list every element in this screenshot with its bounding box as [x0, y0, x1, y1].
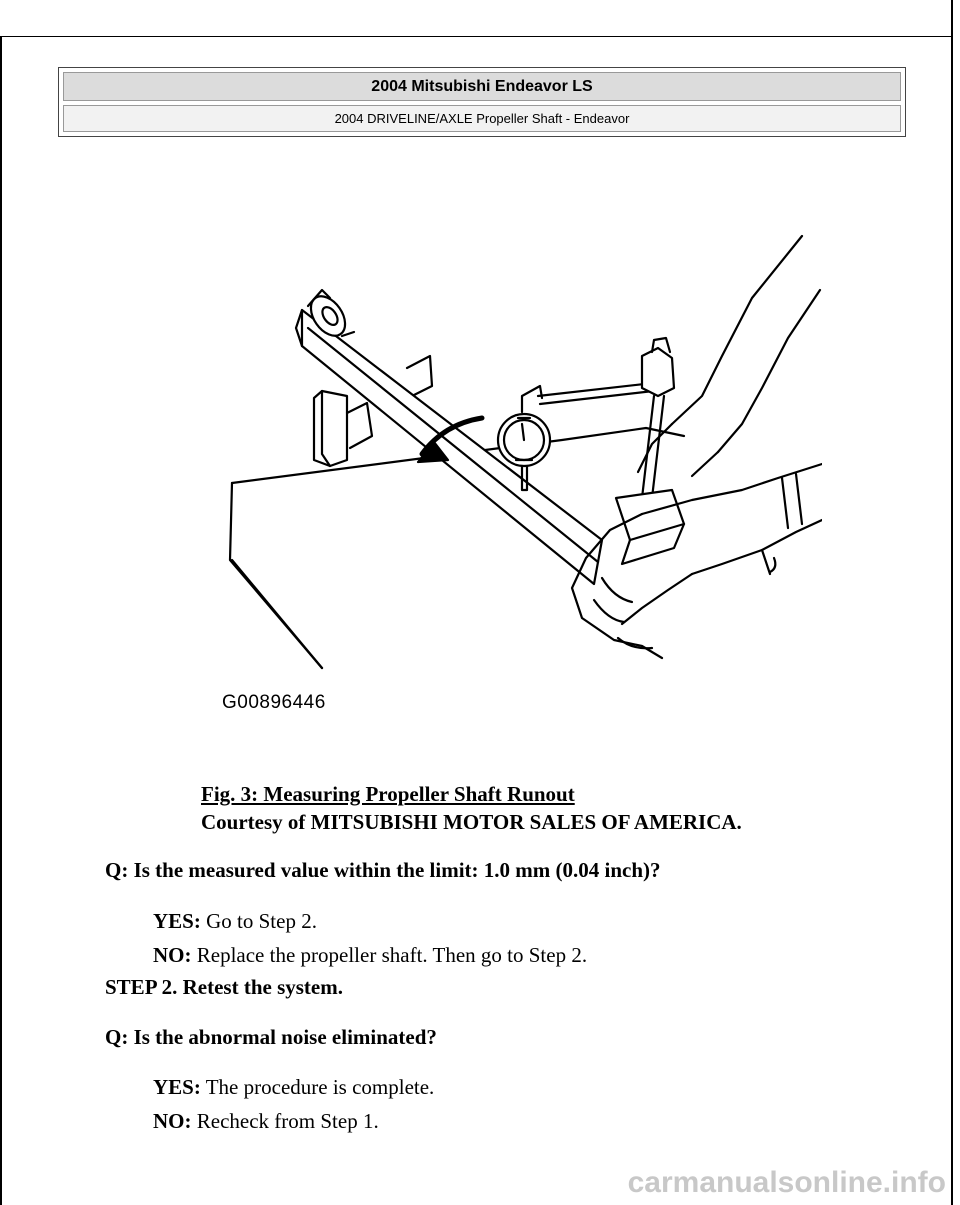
propeller-shaft-runout-illustration	[222, 228, 822, 718]
document-header	[58, 67, 906, 137]
question-1: Q: Is the measured value within the limit: 1.0 mm (0.04 inch)?	[105, 858, 661, 882]
no-text: Recheck from Step 1.	[191, 1109, 379, 1133]
figure-caption-title: Fig. 3: Measuring Propeller Shaft Runout	[201, 782, 575, 806]
yes-label: YES:	[153, 1075, 201, 1099]
page-frame-left	[0, 36, 2, 1205]
page-frame-top	[0, 36, 953, 37]
step-2-heading: STEP 2. Retest the system.	[105, 975, 343, 999]
no-label: NO:	[153, 943, 192, 967]
figure-caption-credit: Courtesy of MITSUBISHI MOTOR SALES OF AMERICA.	[201, 810, 742, 834]
q2-yes-answer	[153, 1075, 434, 1100]
yes-text: Go to Step 2.	[200, 909, 317, 933]
header-subtitle: 2004 DRIVELINE/AXLE Propeller Shaft - Endeavor	[63, 105, 901, 132]
question-2: Q: Is the abnormal noise eliminated?	[105, 1025, 437, 1049]
figure-code: G00896446	[222, 692, 326, 713]
watermark: carmanualsonline.info	[627, 1166, 946, 1199]
q1-yes-answer	[153, 909, 317, 934]
header-title: 2004 Mitsubishi Endeavor LS	[63, 72, 901, 101]
q1-no-answer	[153, 943, 587, 968]
no-label: NO:	[153, 1109, 192, 1133]
no-text: Replace the propeller shaft. Then go to Step 2.	[191, 943, 588, 967]
yes-text: The procedure is complete.	[200, 1075, 435, 1099]
yes-label: YES:	[153, 909, 201, 933]
q2-no-answer	[153, 1109, 379, 1134]
page-frame-right	[951, 0, 953, 1205]
